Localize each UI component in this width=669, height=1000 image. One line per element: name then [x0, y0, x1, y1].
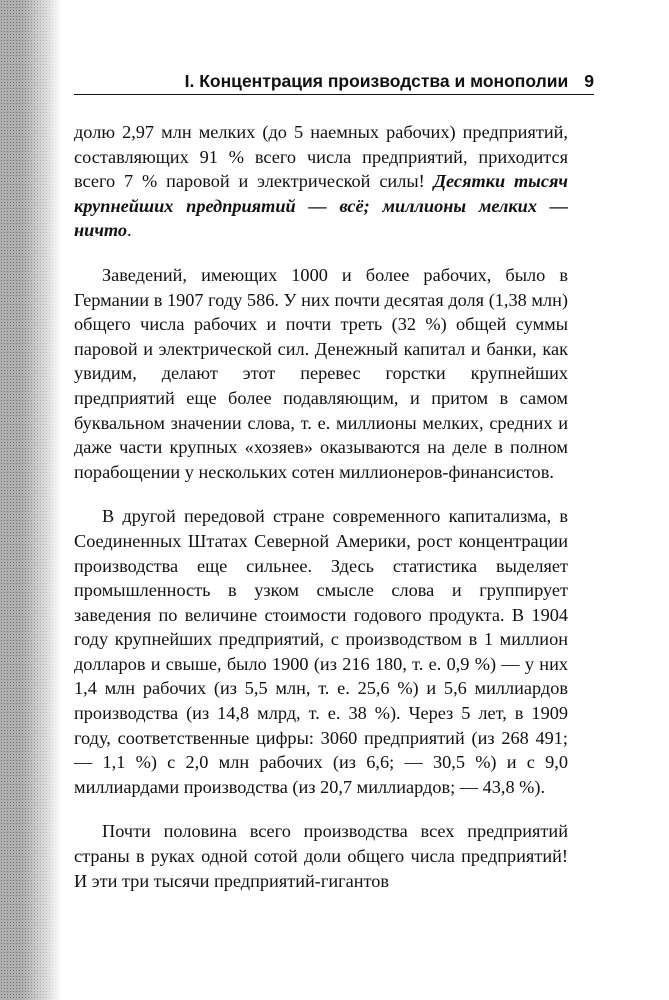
page-edge-shadow — [0, 0, 62, 1000]
paragraph-3: В другой передовой стране современного капитализма, в Соединенных Штатах Северной Америки, рост концентрации производства еще сильнее. Здесь статистика выделяет промышленность в узком смысле слова и группирует заведения по величине стоимости годового продукта. В 1904 году крупнейших предприятий, с производством в 1 миллион долларов и свыше, было 1900 (из 216 180, т. е. 0,9 %) — у них 1,4 млн рабочих (из 5,5 млн, т. е. 25,6 %) и 5,6 миллиардов производства (из 14,8 млрд, т. е. 38 %). Через 5 лет, в 1909 году, соответственные цифры: 3060 предприятий (из 268 491; — 1,1 %) с 2,0 млн рабочих (из 6,6; — 30,5 %) и с 9,0 миллиардами производства (из 20,7 миллиардов; — 43,8 %). — [74, 506, 568, 797]
running-header — [74, 68, 594, 95]
paragraph-4: Почти половина всего производства всех предприятий страны в руках одной сотой доли общего числа предприятий! И эти три тысячи предприятий-гигантов — [74, 821, 568, 891]
paragraph-1 — [74, 120, 568, 243]
page-number: 9 — [584, 71, 594, 91]
text-body — [74, 120, 568, 893]
section-title: I. Концентрация производства и монополии — [184, 71, 569, 91]
paragraph-1-end: . — [127, 220, 132, 241]
paragraph-2: Заведений, имеющих 1000 и более рабочих, было в Германии в 1907 году 586. У них почти десятая доля (1,38 млн) общего числа рабочих и почти треть (32 %) общей суммы паровой и электрической сил. Денежный капитал и банки, как увидим, делают этот перевес горстки крупнейших предприятий еще более подавляющим, и притом в самом буквальном значении слова, т. е. миллионы мелких, средних и даже части крупных «хозяев» оказываются на деле в полном порабощении у нескольких сотен миллионеров-финансистов. — [74, 264, 568, 482]
paragraph-1-emphasis: Десятки тысяч крупнейших предприятий — всё; миллионы мелких — ничто — [74, 171, 568, 241]
paragraph-1-text: долю 2,97 млн мелких (до 5 наемных рабочих) предприятий, составляющих 91 % всего числа предприятий, приходится всего 7 % паровой и электрической силы! — [74, 122, 568, 192]
